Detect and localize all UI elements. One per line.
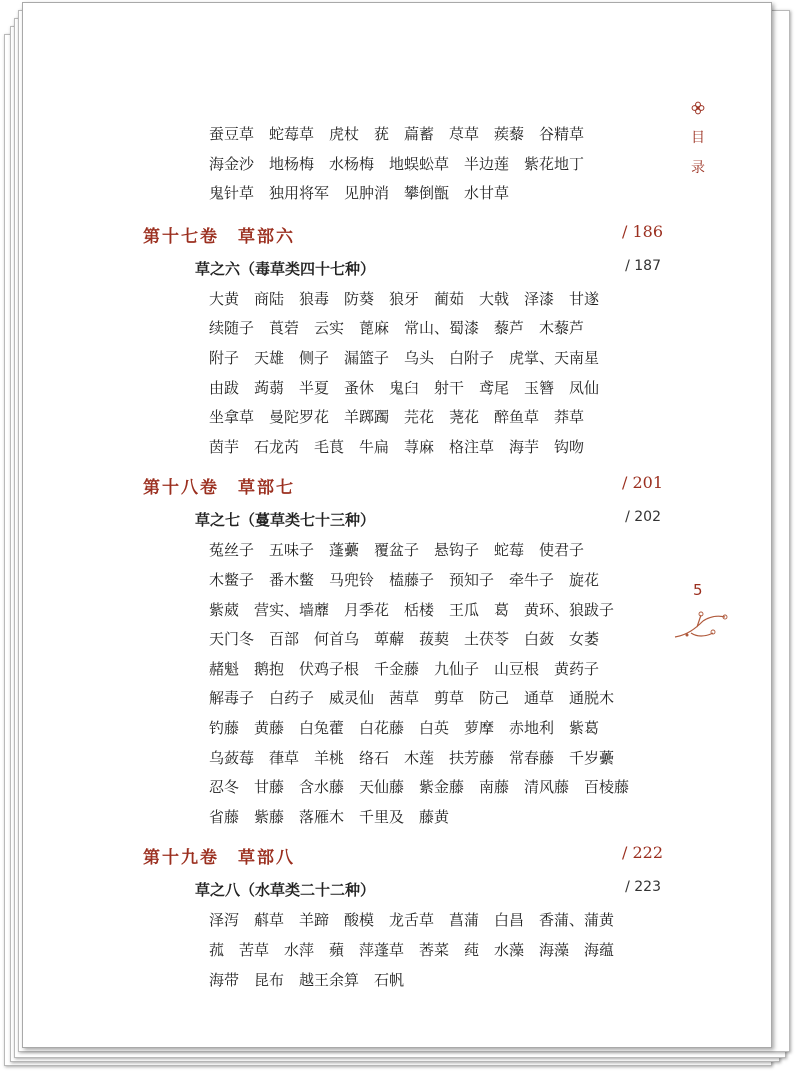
herb-name: 旋花 bbox=[569, 571, 600, 589]
herb-name: 见肿消 bbox=[344, 184, 390, 203]
section-page: / 223 bbox=[625, 879, 661, 896]
herb-name: 防己 bbox=[479, 689, 510, 708]
herb-name: 紫葳 bbox=[209, 600, 240, 619]
herb-name: 赭魁 bbox=[209, 659, 240, 678]
herb-name: 半夏 bbox=[299, 378, 330, 397]
herb-name: 天门冬 bbox=[209, 630, 255, 649]
herb-name: 荩草 bbox=[449, 125, 480, 143]
herb-name: 常山、蜀漆 bbox=[404, 319, 480, 338]
herb-name: 毛茛 bbox=[314, 437, 345, 456]
herb-name: 黄环、狼跋子 bbox=[524, 600, 615, 619]
herb-name: 云实 bbox=[314, 319, 345, 338]
herb-name: 泽漆 bbox=[524, 289, 555, 308]
herb-name: 续随子 bbox=[209, 319, 255, 338]
herb-name: 大黄 bbox=[209, 289, 240, 308]
herb-name: 白英 bbox=[419, 719, 450, 737]
herb-name: 清风藤 bbox=[524, 778, 570, 797]
herb-name: 水萍 bbox=[284, 941, 315, 959]
herb-name: 王瓜 bbox=[449, 600, 480, 619]
herb-name: 荨麻 bbox=[404, 437, 435, 456]
herb-name: 独用将军 bbox=[269, 184, 330, 203]
herb-name: 苦草 bbox=[239, 941, 270, 959]
herb-name: 萹蓄 bbox=[404, 125, 435, 143]
herb-name: 射干 bbox=[434, 378, 465, 397]
herb-name: 钩吻 bbox=[554, 437, 585, 456]
herb-name: 通草 bbox=[524, 689, 555, 708]
herb-name: 蚤休 bbox=[344, 378, 375, 397]
plum-branch-icon bbox=[673, 607, 729, 643]
herb-name: 大戟 bbox=[479, 289, 510, 308]
herb-name: 茵芋 bbox=[209, 437, 240, 456]
herb-name: 藤黄 bbox=[419, 807, 450, 826]
herb-name: 蔛草 bbox=[254, 911, 285, 930]
herb-name: 格注草 bbox=[449, 437, 495, 456]
herb-name: 鬼臼 bbox=[389, 378, 420, 397]
herb-name: 千岁虆 bbox=[569, 748, 615, 767]
herb-name: 曼陀罗花 bbox=[269, 408, 330, 427]
herb-name: 荛花 bbox=[449, 408, 480, 427]
herb-name: 马兜铃 bbox=[329, 571, 375, 589]
herb-name: 甘藤 bbox=[254, 778, 285, 797]
herb-name: 牛扁 bbox=[359, 437, 390, 456]
section-title: 草之八（水草类二十二种） bbox=[195, 881, 376, 900]
herb-name: 木莲 bbox=[404, 748, 435, 767]
herb-name: 蘋 bbox=[329, 941, 345, 959]
herb-name: 附子 bbox=[209, 349, 240, 367]
herb-name: 黄藤 bbox=[254, 719, 285, 737]
herb-name: 解毒子 bbox=[209, 689, 255, 708]
volume-title: 第十七卷 草部六 bbox=[143, 226, 295, 247]
herb-name: 水藻 bbox=[494, 941, 525, 959]
herb-name: 南藤 bbox=[479, 778, 510, 797]
herb-name: 羊蹄 bbox=[299, 911, 330, 930]
herb-name: 五味子 bbox=[269, 541, 315, 560]
section-heading[interactable] bbox=[195, 509, 661, 533]
herb-name: 月季花 bbox=[344, 600, 390, 619]
page-number: 5 bbox=[693, 581, 703, 599]
herb-name: 半边莲 bbox=[464, 154, 510, 173]
herb-name: 玉簪 bbox=[524, 378, 555, 397]
herb-name: 酸模 bbox=[344, 911, 375, 930]
herb-name: 白花藤 bbox=[359, 719, 405, 737]
herb-name: 白药子 bbox=[269, 689, 315, 708]
herb-name: 蒟蒻 bbox=[254, 378, 285, 397]
herb-name: 土茯苓 bbox=[464, 630, 510, 649]
herb-name: 蚕豆草 bbox=[209, 125, 255, 143]
volume-page: / 201 bbox=[621, 473, 663, 493]
volume-heading[interactable] bbox=[143, 222, 663, 252]
herb-name: 络石 bbox=[359, 748, 390, 767]
herb-name: 蛇莓 bbox=[494, 541, 525, 560]
herb-name: 预知子 bbox=[449, 571, 495, 589]
herb-name: 菰 bbox=[209, 941, 225, 959]
herb-name: 蛇莓草 bbox=[269, 125, 315, 143]
herb-name: 乌蔹莓 bbox=[209, 748, 255, 767]
herb-name: 百棱藤 bbox=[584, 778, 630, 797]
herb-name: 百部 bbox=[269, 630, 300, 649]
herb-name: 萝摩 bbox=[464, 719, 495, 737]
herb-name: 虎掌、天南星 bbox=[509, 349, 600, 367]
herb-name: 木鳖子 bbox=[209, 571, 255, 589]
herb-name: 九仙子 bbox=[434, 659, 480, 678]
herb-name: 萍蓬草 bbox=[359, 941, 405, 959]
herb-name: 藜芦 bbox=[494, 319, 525, 338]
herb-name: 何首乌 bbox=[314, 630, 360, 649]
section-title: 草之六（毒草类四十七种） bbox=[195, 259, 376, 278]
herb-name: 蔺茹 bbox=[434, 289, 465, 308]
section-heading[interactable] bbox=[195, 879, 661, 903]
herb-name: 海带 bbox=[209, 970, 240, 989]
herb-name: 悬钩子 bbox=[434, 541, 480, 560]
herb-name: 白蔹 bbox=[524, 630, 555, 649]
herb-name: 剪草 bbox=[434, 689, 465, 708]
herb-name: 羊桃 bbox=[314, 748, 345, 767]
herb-name: 营实、墙蘼 bbox=[254, 600, 330, 619]
herb-name: 商陆 bbox=[254, 289, 285, 308]
herb-name: 蒺藜 bbox=[494, 125, 525, 143]
herb-name: 水甘草 bbox=[464, 184, 510, 203]
volume-heading[interactable] bbox=[143, 473, 663, 503]
herb-name: 茜草 bbox=[389, 689, 420, 708]
herb-name: 蓖麻 bbox=[359, 319, 390, 338]
herb-name: 黄药子 bbox=[554, 659, 600, 678]
herb-name: 白昌 bbox=[494, 911, 525, 930]
herb-name: 莨菪 bbox=[269, 319, 300, 338]
herb-name: 落雁木 bbox=[299, 807, 345, 826]
section-page: / 187 bbox=[625, 257, 661, 274]
volume-page: / 186 bbox=[621, 221, 663, 241]
herb-name: 莕菜 bbox=[419, 941, 450, 959]
herb-name: 泽泻 bbox=[209, 911, 240, 930]
herb-name: 紫金藤 bbox=[419, 778, 465, 797]
herb-name: 千金藤 bbox=[374, 659, 420, 678]
toc-page bbox=[22, 2, 772, 1048]
herb-name: 狼毒 bbox=[299, 289, 330, 308]
herb-name: 紫藤 bbox=[254, 807, 285, 826]
herb-name: 忍冬 bbox=[209, 778, 240, 797]
herb-name: 昆布 bbox=[254, 970, 285, 989]
herb-name: 坐拿草 bbox=[209, 408, 255, 427]
herb-name: 伏鸡子根 bbox=[299, 659, 360, 678]
herb-name: 侧子 bbox=[299, 349, 330, 367]
herb-name: 牵牛子 bbox=[509, 571, 555, 589]
herb-name: 木藜芦 bbox=[539, 319, 585, 338]
herb-name: 石龙芮 bbox=[254, 437, 300, 456]
herb-name: 葛 bbox=[494, 600, 510, 619]
herb-name: 赤地利 bbox=[509, 719, 555, 737]
herb-name: 海芋 bbox=[509, 437, 540, 456]
herb-name: 地蜈蚣草 bbox=[389, 154, 450, 173]
herb-name: 鬼针草 bbox=[209, 184, 255, 203]
herb-name: 莼 bbox=[464, 941, 480, 959]
herb-name: 甘遂 bbox=[569, 289, 600, 308]
volume-page: / 222 bbox=[621, 843, 663, 863]
herb-name: 羊踯躅 bbox=[344, 408, 390, 427]
herb-name: 使君子 bbox=[539, 541, 585, 560]
herb-name: 醉鱼草 bbox=[494, 408, 540, 427]
herb-name: 白兔藿 bbox=[299, 719, 345, 737]
herb-name: 鹅抱 bbox=[254, 659, 285, 678]
herb-name: 海金沙 bbox=[209, 154, 255, 173]
herb-name: 越王余算 bbox=[299, 970, 360, 989]
herb-name: 虎杖 bbox=[329, 125, 360, 143]
volume-heading[interactable] bbox=[143, 843, 663, 873]
side-nav-mu: 目 bbox=[691, 130, 705, 146]
herb-name: 防葵 bbox=[344, 289, 375, 308]
flower-icon bbox=[691, 101, 705, 115]
herb-name: 含水藤 bbox=[299, 778, 345, 797]
section-heading[interactable] bbox=[195, 258, 661, 282]
herb-name: 省藤 bbox=[209, 807, 240, 826]
herb-name: 萆薢 bbox=[374, 630, 405, 649]
section-page: / 202 bbox=[625, 509, 661, 526]
volume-title: 第十九卷 草部八 bbox=[143, 848, 295, 869]
herb-name: 榼藤子 bbox=[389, 571, 435, 589]
herb-name: 龙舌草 bbox=[389, 911, 435, 930]
herb-name: 谷精草 bbox=[539, 125, 585, 143]
herb-name: 鸢尾 bbox=[479, 378, 510, 397]
herb-name: 常春藤 bbox=[509, 748, 555, 767]
herb-name: 狼牙 bbox=[389, 289, 420, 308]
herb-name: 莸 bbox=[374, 125, 390, 143]
herb-name: 菖蒲 bbox=[449, 911, 480, 930]
herb-name: 海蕴 bbox=[584, 941, 615, 959]
herb-name: 菟丝子 bbox=[209, 541, 255, 560]
herb-name: 凤仙 bbox=[569, 378, 600, 397]
herb-name: 紫葛 bbox=[569, 719, 600, 737]
herb-name: 通脱木 bbox=[569, 689, 615, 708]
herb-name: 紫花地丁 bbox=[524, 154, 585, 173]
herb-name: 莽草 bbox=[554, 408, 585, 427]
herb-name: 攀倒甑 bbox=[404, 184, 450, 203]
herb-name: 海藻 bbox=[539, 941, 570, 959]
herb-name: 蓬虆 bbox=[329, 541, 360, 560]
herb-name: 栝楼 bbox=[404, 600, 435, 619]
herb-name: 山豆根 bbox=[494, 659, 540, 678]
herb-name: 漏篮子 bbox=[344, 349, 390, 367]
herb-name: 威灵仙 bbox=[329, 689, 375, 708]
herb-name: 白附子 bbox=[449, 349, 495, 367]
herb-name: 石帆 bbox=[374, 970, 405, 989]
herb-name: 覆盆子 bbox=[374, 541, 420, 560]
herb-name: 菝葜 bbox=[419, 630, 450, 649]
herb-name: 番木鳖 bbox=[269, 571, 315, 589]
herb-name: 水杨梅 bbox=[329, 154, 375, 173]
herb-name: 扶芳藤 bbox=[449, 748, 495, 767]
herb-name: 钓藤 bbox=[209, 719, 240, 737]
herb-name: 芫花 bbox=[404, 408, 435, 427]
herb-name: 天雄 bbox=[254, 349, 285, 367]
herb-name: 葎草 bbox=[269, 748, 300, 767]
herb-name: 香蒲、蒲黄 bbox=[539, 911, 615, 930]
herb-name: 由跋 bbox=[209, 378, 240, 397]
volume-title: 第十八卷 草部七 bbox=[143, 478, 295, 499]
herb-name: 天仙藤 bbox=[359, 778, 405, 797]
herb-name: 女萎 bbox=[569, 630, 600, 649]
side-nav-lu: 录 bbox=[691, 160, 705, 176]
herb-name: 地杨梅 bbox=[269, 154, 315, 173]
section-title: 草之七（蔓草类七十三种） bbox=[195, 511, 376, 530]
herb-name: 千里及 bbox=[359, 807, 405, 826]
herb-name: 乌头 bbox=[404, 349, 435, 367]
